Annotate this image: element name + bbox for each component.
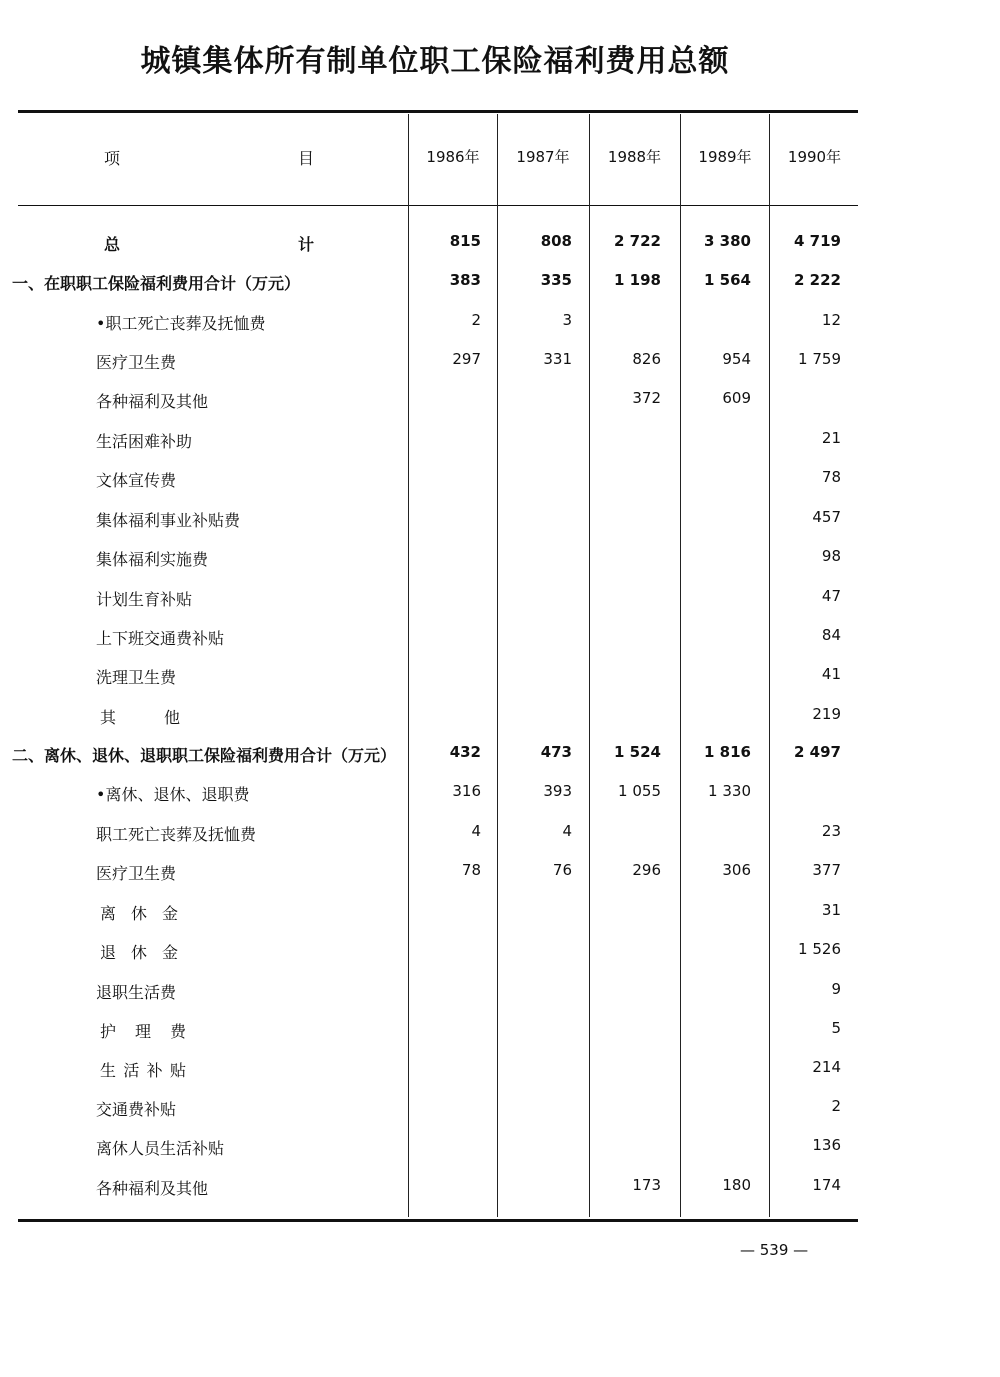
table-cell: 316 [452, 782, 481, 800]
page-title: 城镇集体所有制单位职工保险福利费用总额 [140, 44, 730, 79]
row-label: 医疗卫生费 [96, 864, 177, 883]
table-row [0, 705, 860, 735]
table-row [0, 1097, 860, 1127]
header-year-1987: 1987年 [516, 148, 570, 166]
row-label: 职工死亡丧葬及抚恤费 [96, 825, 257, 844]
table-row [0, 587, 860, 617]
table-row [0, 626, 860, 656]
row-label: 离 休 金 [100, 904, 178, 923]
table-cell: 1 055 [618, 782, 661, 800]
header-item-left: 项 [104, 149, 121, 168]
table-row [0, 468, 860, 498]
table-top-rule [18, 110, 858, 113]
row-label: 文体宣传费 [96, 471, 177, 490]
table-row [0, 429, 860, 459]
table-cell: 473 [540, 743, 572, 761]
row-label: 退职生活费 [96, 983, 177, 1002]
header-year-1989: 1989年 [698, 148, 752, 166]
table-cell: 297 [452, 350, 481, 368]
table-row [0, 665, 860, 695]
row-label: 一、在职职工保险福利费用合计（万元） [12, 274, 301, 293]
table-row [0, 940, 860, 970]
table-cell: 173 [632, 1176, 661, 1194]
row-label: 总 计 [104, 235, 314, 254]
table-cell: 1 816 [704, 743, 751, 761]
table-cell: 954 [722, 350, 751, 368]
table-cell: 23 [821, 822, 841, 840]
row-label: 二、离休、退休、退职职工保险福利费用合计（万元） [12, 746, 397, 765]
row-label: 上下班交通费补贴 [96, 629, 225, 648]
table-cell: 432 [449, 743, 481, 761]
table-row [0, 389, 860, 419]
row-label: 生 活 补 贴 [100, 1061, 186, 1080]
row-label: 各种福利及其他 [96, 1179, 209, 1198]
table-cell: 214 [812, 1058, 841, 1076]
table-cell: 76 [552, 861, 572, 879]
table-row [0, 980, 860, 1010]
table-cell: 2 222 [794, 271, 841, 289]
table-cell: 609 [722, 389, 751, 407]
table-cell: 1 564 [704, 271, 751, 289]
table-row [0, 271, 860, 301]
table-cell: 1 198 [614, 271, 661, 289]
table-cell: 306 [722, 861, 751, 879]
table-row [0, 547, 860, 577]
row-label: 离休人员生活补贴 [96, 1139, 225, 1158]
table-cell: 1 759 [798, 350, 841, 368]
table-cell: 174 [812, 1176, 841, 1194]
table-row [0, 232, 860, 262]
table-cell: 31 [821, 901, 841, 919]
row-label: 洗理卫生费 [96, 668, 177, 687]
table-cell: 219 [812, 705, 841, 723]
table-row [0, 1058, 860, 1088]
table-row [0, 1176, 860, 1206]
table-cell: 372 [632, 389, 661, 407]
table-row [0, 508, 860, 538]
table-cell: 2 497 [794, 743, 841, 761]
header-year-1988: 1988年 [607, 148, 662, 166]
table-cell: 1 526 [798, 940, 841, 958]
table-cell: 4 719 [794, 232, 841, 250]
table-cell: 98 [821, 547, 841, 565]
table-cell: 47 [821, 587, 841, 605]
table-cell: 815 [449, 232, 481, 250]
table-cell: 78 [821, 468, 841, 486]
row-label: 医疗卫生费 [96, 353, 177, 372]
table-cell: 377 [812, 861, 841, 879]
table-row [0, 743, 860, 773]
header-year-1990: 1990年 [787, 148, 842, 166]
header-year-1986: 1986年 [426, 148, 480, 166]
row-label: 集体福利实施费 [96, 550, 209, 569]
header-item-right: 目 [298, 149, 315, 168]
table-cell: 180 [722, 1176, 751, 1194]
table-cell: 393 [543, 782, 572, 800]
row-label: •职工死亡丧葬及抚恤费 [96, 314, 266, 333]
table-row [0, 822, 860, 852]
table-cell: 1 524 [614, 743, 661, 761]
table-row [0, 1019, 860, 1049]
table-cell: 4 [562, 822, 572, 840]
row-label: 各种福利及其他 [96, 392, 209, 411]
table-cell: 296 [632, 861, 661, 879]
table-row [0, 350, 860, 380]
table-row [0, 782, 860, 812]
table-cell: 41 [821, 665, 841, 683]
table-cell: 383 [449, 271, 481, 289]
row-label: 计划生育补贴 [96, 590, 193, 609]
table-cell: 2 [831, 1097, 841, 1115]
table-cell: 4 [471, 822, 481, 840]
table-row [0, 1136, 860, 1166]
row-label: 退 休 金 [100, 943, 178, 962]
table-row [0, 861, 860, 891]
table-cell: 457 [812, 508, 841, 526]
row-label: 其 他 [100, 708, 180, 727]
table-cell: 9 [831, 980, 841, 998]
table-cell: 5 [831, 1019, 841, 1037]
table-cell: 12 [821, 311, 841, 329]
row-label: 集体福利事业补贴费 [96, 511, 241, 530]
row-label: •离休、退休、退职费 [96, 785, 250, 804]
table-cell: 3 [562, 311, 572, 329]
row-label: 生活困难补助 [96, 432, 193, 451]
table-row [0, 311, 860, 341]
row-label: 交通费补贴 [96, 1100, 177, 1119]
table-cell: 3 380 [704, 232, 751, 250]
page-number: — 539 — [740, 1241, 809, 1259]
table-cell: 78 [461, 861, 481, 879]
table-cell: 2 [471, 311, 481, 329]
table-cell: 826 [632, 350, 661, 368]
row-label: 护 理 费 [100, 1022, 186, 1041]
table-cell: 2 722 [614, 232, 661, 250]
table-cell: 335 [540, 271, 572, 289]
table-cell: 84 [821, 626, 841, 644]
table-row [0, 901, 860, 931]
table-header-rule [18, 205, 858, 206]
table-cell: 1 330 [708, 782, 751, 800]
table-cell: 136 [812, 1136, 841, 1154]
table-bottom-rule [18, 1219, 858, 1222]
table-cell: 21 [821, 429, 841, 447]
table-cell: 331 [543, 350, 572, 368]
table-cell: 808 [540, 232, 572, 250]
